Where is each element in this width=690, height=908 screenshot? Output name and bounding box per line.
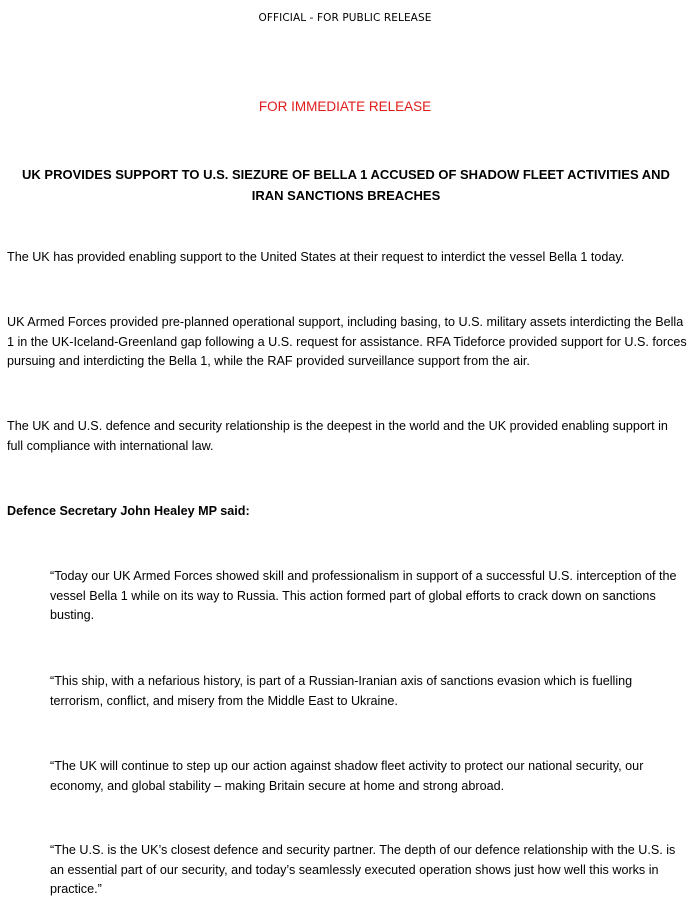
body-paragraph-2: UK Armed Forces provided pre-planned operational support, including basing, to U.S. military assets interdicting the Bella 1 in the UK-Iceland-Greenland gap following a U.S. request for assistance. RFA Tideforce provided support for U.S. forces pursuing and interdicting the Bella 1, while the RAF provided surveillance support from the air. [7,315,687,369]
body-paragraph-3: The UK and U.S. defence and security relationship is the deepest in the world and the UK provided enabling support in full compliance with international law. [7,419,668,453]
quote-paragraph-1: “Today our UK Armed Forces showed skill and professionalism in support of a successful U.S. interception of the vessel Bella 1 while on its way to Russia. This action formed part of global efforts to crack down on sanctions busting. [50,569,677,623]
release-label: FOR IMMEDIATE RELEASE [258,99,432,114]
quote-paragraph-3: “The UK will continue to step up our action against shadow fleet activity to protect our national security, our economy, and global stability – making Britain secure at home and strong abroad. [50,759,644,793]
quote-paragraph-2: “This ship, with a nefarious history, is part of a Russian-Iranian axis of sanctions evasion which is fuelling terrorism, conflict, and misery from the Middle East to Ukraine. [50,674,633,708]
press-release-headline: UK PROVIDES SUPPORT TO U.S. SIEZURE OF BELLA 1 ACCUSED OF SHADOW FLEET ACTIVITIES AND IRAN SANCTIONS BREACHES [22,167,670,203]
speaker-intro: Defence Secretary John Healey MP said: [7,504,250,518]
body-paragraph-1: The UK has provided enabling support to the United States at their request to interdict the vessel Bella 1 today. [7,250,625,264]
quote-paragraph-4: “The U.S. is the UK’s closest defence and security partner. The depth of our defence relationship with the U.S. is an essential part of our security, and today’s seamlessly executed operation shows just how well this works in practice.” [50,843,676,897]
classification-marking: OFFICIAL - FOR PUBLIC RELEASE [258,12,432,24]
